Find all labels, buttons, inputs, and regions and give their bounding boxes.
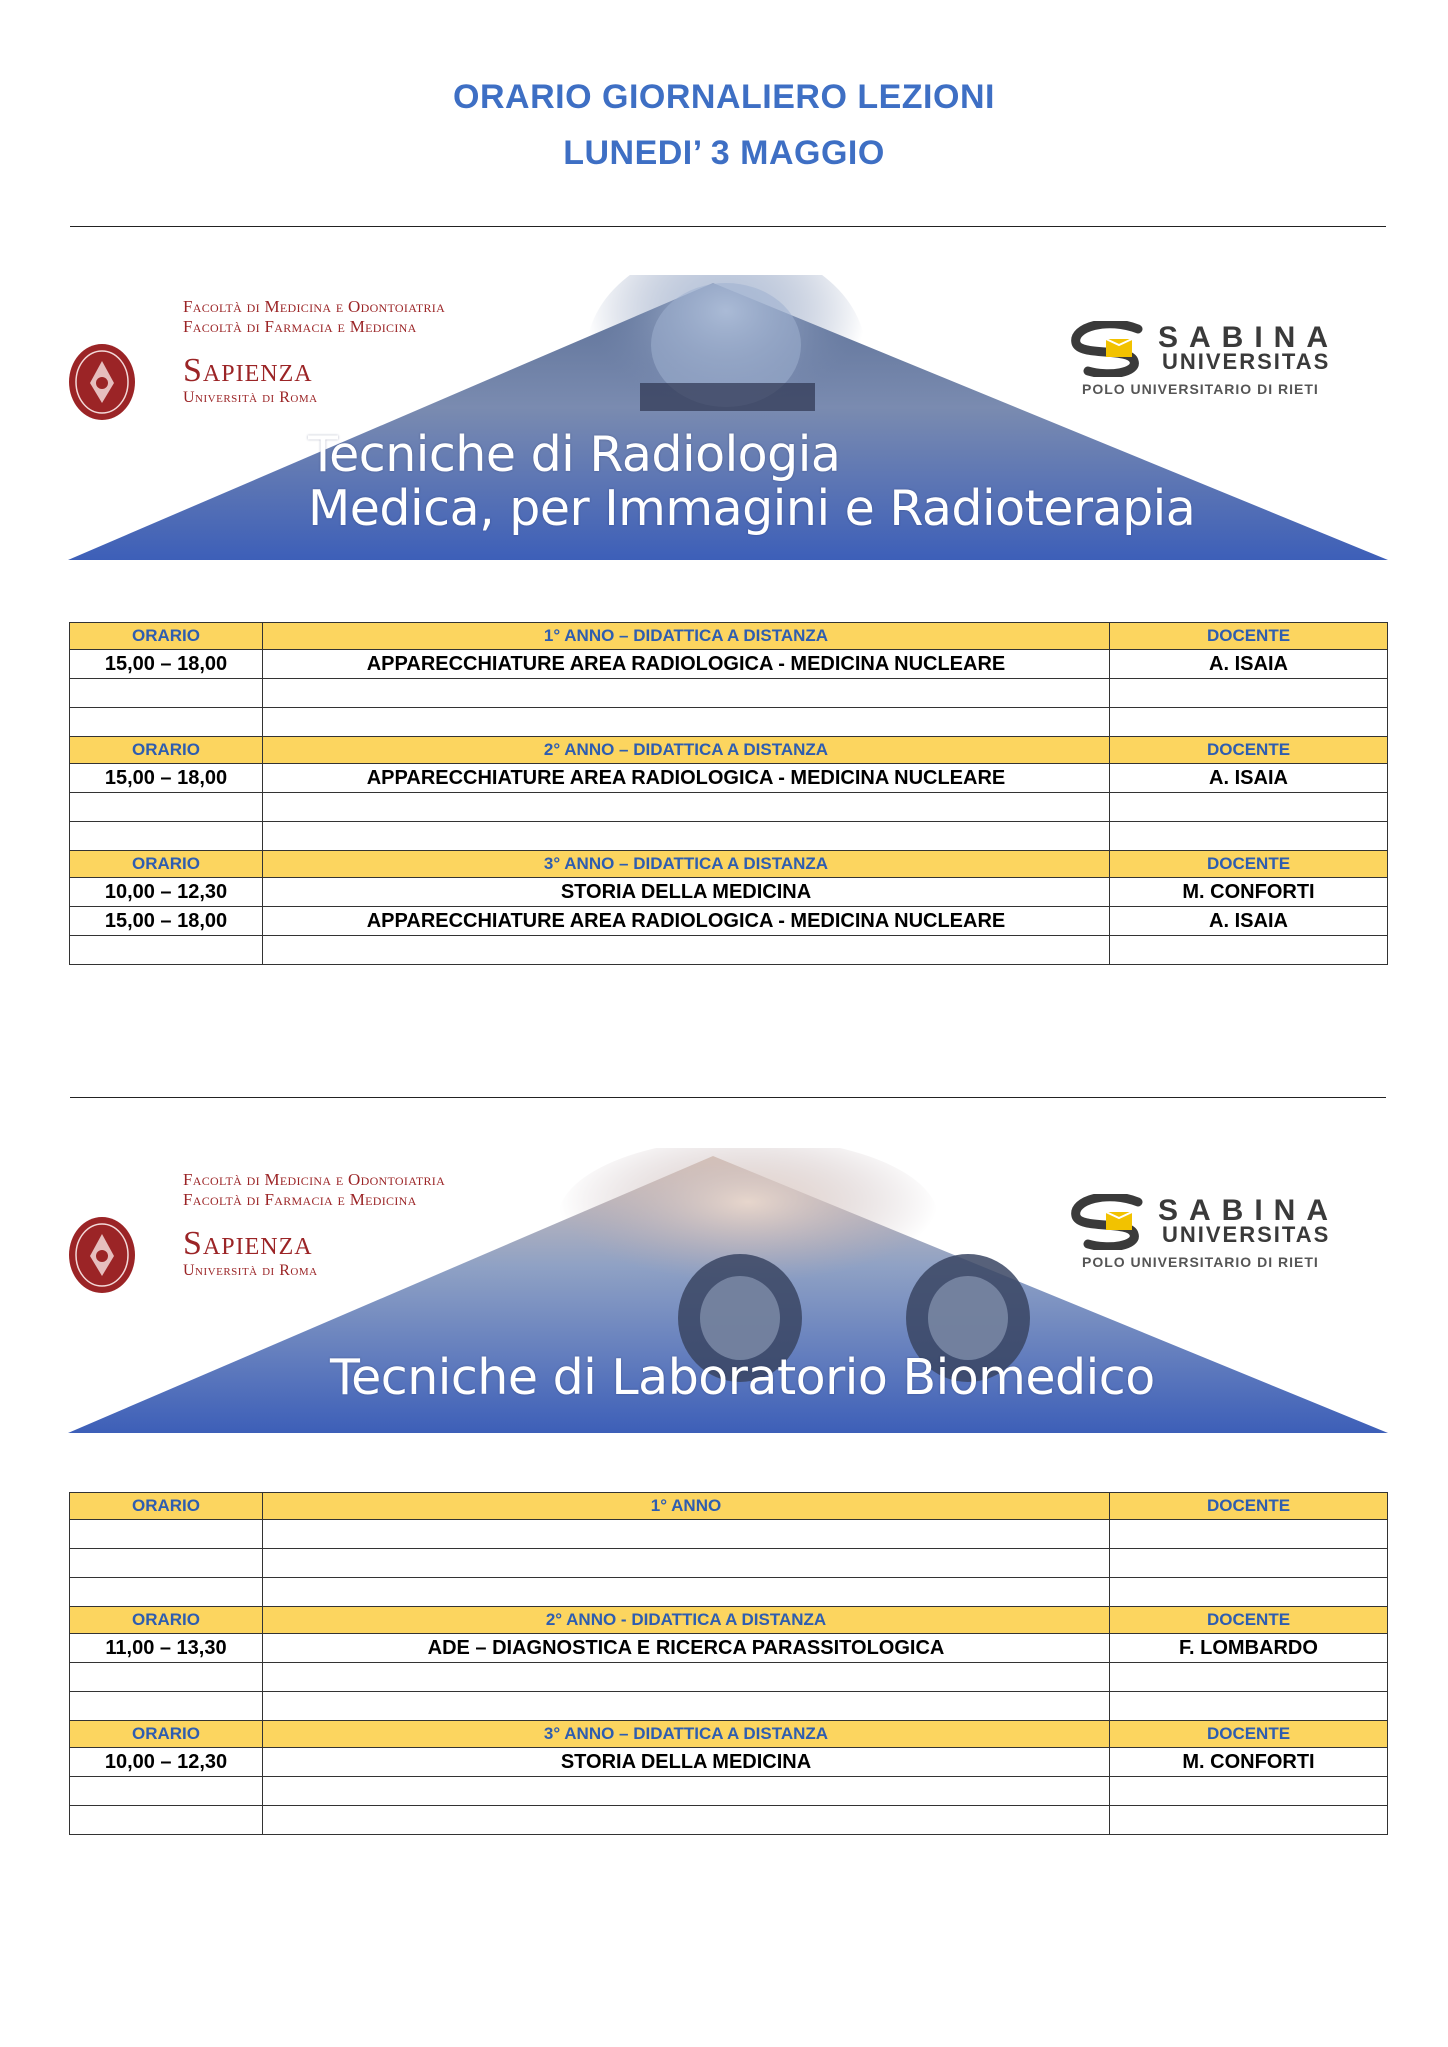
header-docente: DOCENTE bbox=[1110, 623, 1388, 650]
page-date: LUNEDI’ 3 MAGGIO bbox=[563, 134, 885, 172]
row-subject: ADE – DIAGNOSTICA E RICERCA PARASSITOLOGICA bbox=[263, 1634, 1110, 1663]
sapienza-university-text: Università di Roma bbox=[183, 389, 318, 406]
header-docente: DOCENTE bbox=[1110, 1493, 1388, 1520]
schedule-table-radiology bbox=[69, 622, 1388, 965]
table-row-empty bbox=[70, 1806, 1388, 1835]
row-teacher: A. ISAIA bbox=[1110, 650, 1388, 679]
sabina-universitas-logo bbox=[1068, 319, 1368, 405]
sabina-universitas-logo bbox=[1068, 1192, 1368, 1278]
sapienza-university-text: Università di Roma bbox=[183, 1262, 318, 1279]
table-header-row bbox=[70, 623, 1388, 650]
header-year-2: 2° ANNO – DIDATTICA A DISTANZA bbox=[263, 737, 1110, 764]
table-row-empty bbox=[70, 1777, 1388, 1806]
table-row-empty bbox=[70, 822, 1388, 851]
faculty-line-1: Facoltà di Medicina e Odontoiatria bbox=[183, 1170, 446, 1189]
polo-rieti-text: POLO UNIVERSITARIO DI RIETI bbox=[1082, 381, 1319, 397]
table-row-empty bbox=[70, 1692, 1388, 1721]
header-year-3: 3° ANNO – DIDATTICA A DISTANZA bbox=[263, 1721, 1110, 1748]
universitas-text: UNIVERSITAS bbox=[1162, 349, 1331, 374]
table-header-row bbox=[70, 1607, 1388, 1634]
header-orario: ORARIO bbox=[70, 623, 263, 650]
polo-rieti-text: POLO UNIVERSITARIO DI RIETI bbox=[1082, 1254, 1319, 1270]
row-time: 15,00 – 18,00 bbox=[70, 764, 263, 793]
row-teacher: M. CONFORTI bbox=[1110, 1748, 1388, 1777]
row-subject: APPARECCHIATURE AREA RADIOLOGICA - MEDICINA NUCLEARE bbox=[263, 650, 1110, 679]
table-row-empty bbox=[70, 1578, 1388, 1607]
sapienza-logo-text: Sapienza bbox=[183, 1225, 313, 1262]
table-row-empty bbox=[70, 679, 1388, 708]
faculty-line-2: Facoltà di Farmacia e Medicina bbox=[183, 1190, 417, 1209]
row-subject: APPARECCHIATURE AREA RADIOLOGICA - MEDICINA NUCLEARE bbox=[263, 907, 1110, 936]
table-row bbox=[70, 1748, 1388, 1777]
header-docente: DOCENTE bbox=[1110, 737, 1388, 764]
sabina-logo-icon bbox=[1068, 1194, 1158, 1250]
table-row bbox=[70, 1634, 1388, 1663]
sapienza-seal-icon bbox=[68, 1216, 136, 1294]
course-title-line-1: Tecniche di Radiologia bbox=[308, 426, 841, 483]
row-teacher: F. LOMBARDO bbox=[1110, 1634, 1388, 1663]
table-header-row bbox=[70, 851, 1388, 878]
faculty-line-1: Facoltà di Medicina e Odontoiatria bbox=[183, 297, 446, 316]
row-teacher: A. ISAIA bbox=[1110, 907, 1388, 936]
header-docente: DOCENTE bbox=[1110, 1721, 1388, 1748]
divider-middle bbox=[70, 1097, 1386, 1098]
divider-top bbox=[70, 226, 1386, 227]
course-title-line-2: Medica, per Immagini e Radioterapia bbox=[308, 480, 1196, 537]
row-teacher: A. ISAIA bbox=[1110, 764, 1388, 793]
header-orario: ORARIO bbox=[70, 1493, 263, 1520]
sapienza-seal-icon bbox=[68, 343, 136, 421]
row-subject: STORIA DELLA MEDICINA bbox=[263, 1748, 1110, 1777]
sapienza-logo-text: Sapienza bbox=[183, 352, 313, 389]
row-time: 15,00 – 18,00 bbox=[70, 907, 263, 936]
table-row bbox=[70, 878, 1388, 907]
table-row-empty bbox=[70, 1549, 1388, 1578]
course-banner-radiology bbox=[68, 275, 1388, 560]
table-row-empty bbox=[70, 1520, 1388, 1549]
row-teacher: M. CONFORTI bbox=[1110, 878, 1388, 907]
table-header-row bbox=[70, 1721, 1388, 1748]
header-orario: ORARIO bbox=[70, 737, 263, 764]
universitas-text: UNIVERSITAS bbox=[1162, 1222, 1331, 1247]
header-docente: DOCENTE bbox=[1110, 851, 1388, 878]
sabina-text: SABINA bbox=[1158, 321, 1340, 354]
row-time: 15,00 – 18,00 bbox=[70, 650, 263, 679]
table-row bbox=[70, 650, 1388, 679]
course-title-line-1: Tecniche di Laboratorio Biomedico bbox=[330, 1349, 1155, 1406]
row-subject: APPARECCHIATURE AREA RADIOLOGICA - MEDICINA NUCLEARE bbox=[263, 764, 1110, 793]
course-banner-laboratory bbox=[68, 1148, 1388, 1433]
header-year-1: 1° ANNO bbox=[263, 1493, 1110, 1520]
table-row-empty bbox=[70, 936, 1388, 965]
table-header-row bbox=[70, 1493, 1388, 1520]
table-row-empty bbox=[70, 708, 1388, 737]
sabina-logo-icon bbox=[1068, 321, 1158, 377]
faculty-line-2: Facoltà di Farmacia e Medicina bbox=[183, 317, 417, 336]
table-row-empty bbox=[70, 793, 1388, 822]
header-orario: ORARIO bbox=[70, 1607, 263, 1634]
table-header-row bbox=[70, 737, 1388, 764]
schedule-table-laboratory bbox=[69, 1492, 1388, 1835]
row-time: 10,00 – 12,30 bbox=[70, 1748, 263, 1777]
header-orario: ORARIO bbox=[70, 1721, 263, 1748]
sabina-text: SABINA bbox=[1158, 1194, 1340, 1227]
row-subject: STORIA DELLA MEDICINA bbox=[263, 878, 1110, 907]
table-row-empty bbox=[70, 1663, 1388, 1692]
row-time: 11,00 – 13,30 bbox=[70, 1634, 263, 1663]
header-year-1: 1° ANNO – DIDATTICA A DISTANZA bbox=[263, 623, 1110, 650]
header-docente: DOCENTE bbox=[1110, 1607, 1388, 1634]
header-orario: ORARIO bbox=[70, 851, 263, 878]
page-title: ORARIO GIORNALIERO LEZIONI bbox=[453, 78, 995, 116]
table-row bbox=[70, 907, 1388, 936]
header-year-2: 2° ANNO - DIDATTICA A DISTANZA bbox=[263, 1607, 1110, 1634]
header-year-3: 3° ANNO – DIDATTICA A DISTANZA bbox=[263, 851, 1110, 878]
row-time: 10,00 – 12,30 bbox=[70, 878, 263, 907]
table-row bbox=[70, 764, 1388, 793]
